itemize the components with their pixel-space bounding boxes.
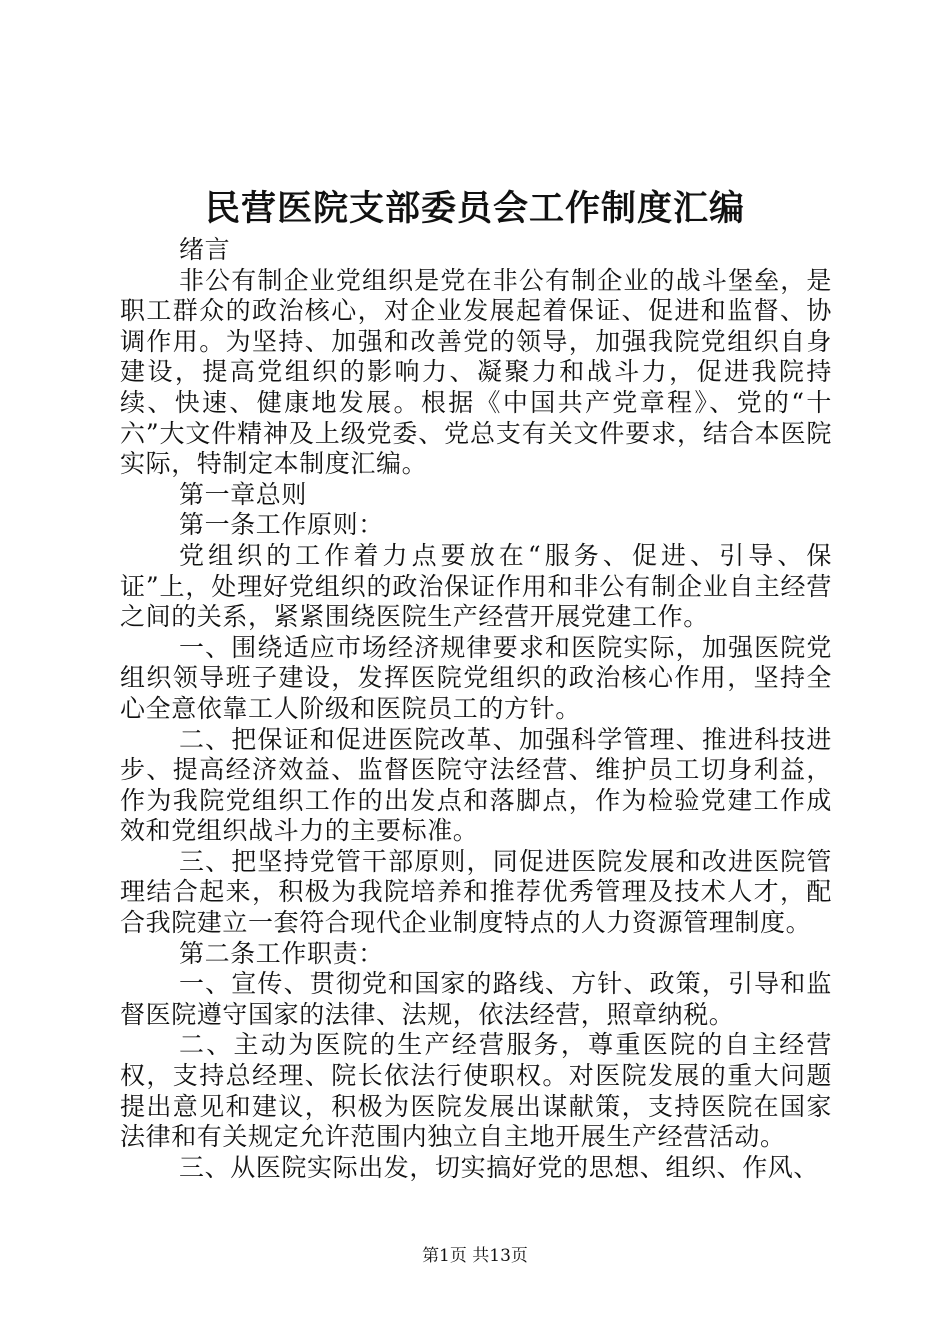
chapter-heading: 第一章总则 <box>179 479 308 509</box>
article-heading: 第一条工作原则： <box>179 510 384 540</box>
article-heading: 第二条工作职责： <box>179 938 384 968</box>
paragraph: 一、围绕适应市场经济规律要求和医院实际，加强医院党组织领导班子建设，发挥医院党组织的政治核心作用，坚持全心全意依靠工人阶级和医院员工的方针。 <box>120 632 832 723</box>
paragraph-preface-heading: 绪言 <box>179 235 231 264</box>
paragraph: 三、从医院实际出发，切实搞好党的思想、组织、作风、 <box>179 1152 820 1182</box>
paragraph: 党组织的工作着力点要放在“服务、促进、引导、保证”上，处理好党组织的政治保证作用和非公有制企业自主经营之间的关系，紧紧围绕医院生产经营开展党建工作。 <box>120 540 832 632</box>
paragraph-preface-text: 非公有制企业党组织是党在非公有制企业的战斗堡垒，是职工群众的政治核心，对企业发展起着保证、促进和监督、协调作用。为坚持、加强和改善党的领导，加强我院党组织自身建设，提高党组织的影响力、凝聚力和战斗力，促进我院持续、快速、健康地发展。根据《中国共产党章程》、党的“十六”大文件精神及上级党委、党总支有关文件要求，结合本医院实际，特制定本制度汇编。 <box>120 265 832 479</box>
paragraph: 一、宣传、贯彻党和国家的路线、方针、政策，引导和监督医院遵守国家的法律、法规，依法经营，照章纳税。 <box>120 969 832 1029</box>
document-title: 民营医院支部委员会工作制度汇编 <box>204 188 745 229</box>
page-footer: 第1页 共13页 <box>422 1246 528 1266</box>
paragraph: 二、把保证和促进医院改革、加强科学管理、推进科技进步、提高经济效益、监督医院守法经营、维护员工切身利益，作为我院党组织工作的出发点和落脚点，作为检验党建工作成效和党组织战斗力的主要标准。 <box>120 724 832 846</box>
paragraph: 二、主动为医院的生产经营服务，尊重医院的自主经营权，支持总经理、院长依法行使职权。对医院发展的重大问题提出意见和建议，积极为医院发展出谋献策，支持医院在国家法律和有关规定允许范围内独立自主地开展生产经营活动。 <box>120 1030 832 1152</box>
paragraph: 三、把坚持党管干部原则，同促进医院发展和改进医院管理结合起来，积极为我院培养和推荐优秀管理及技术人才，配合我院建立一套符合现代企业制度特点的人力资源管理制度。 <box>120 846 832 938</box>
document-body <box>120 235 832 1183</box>
